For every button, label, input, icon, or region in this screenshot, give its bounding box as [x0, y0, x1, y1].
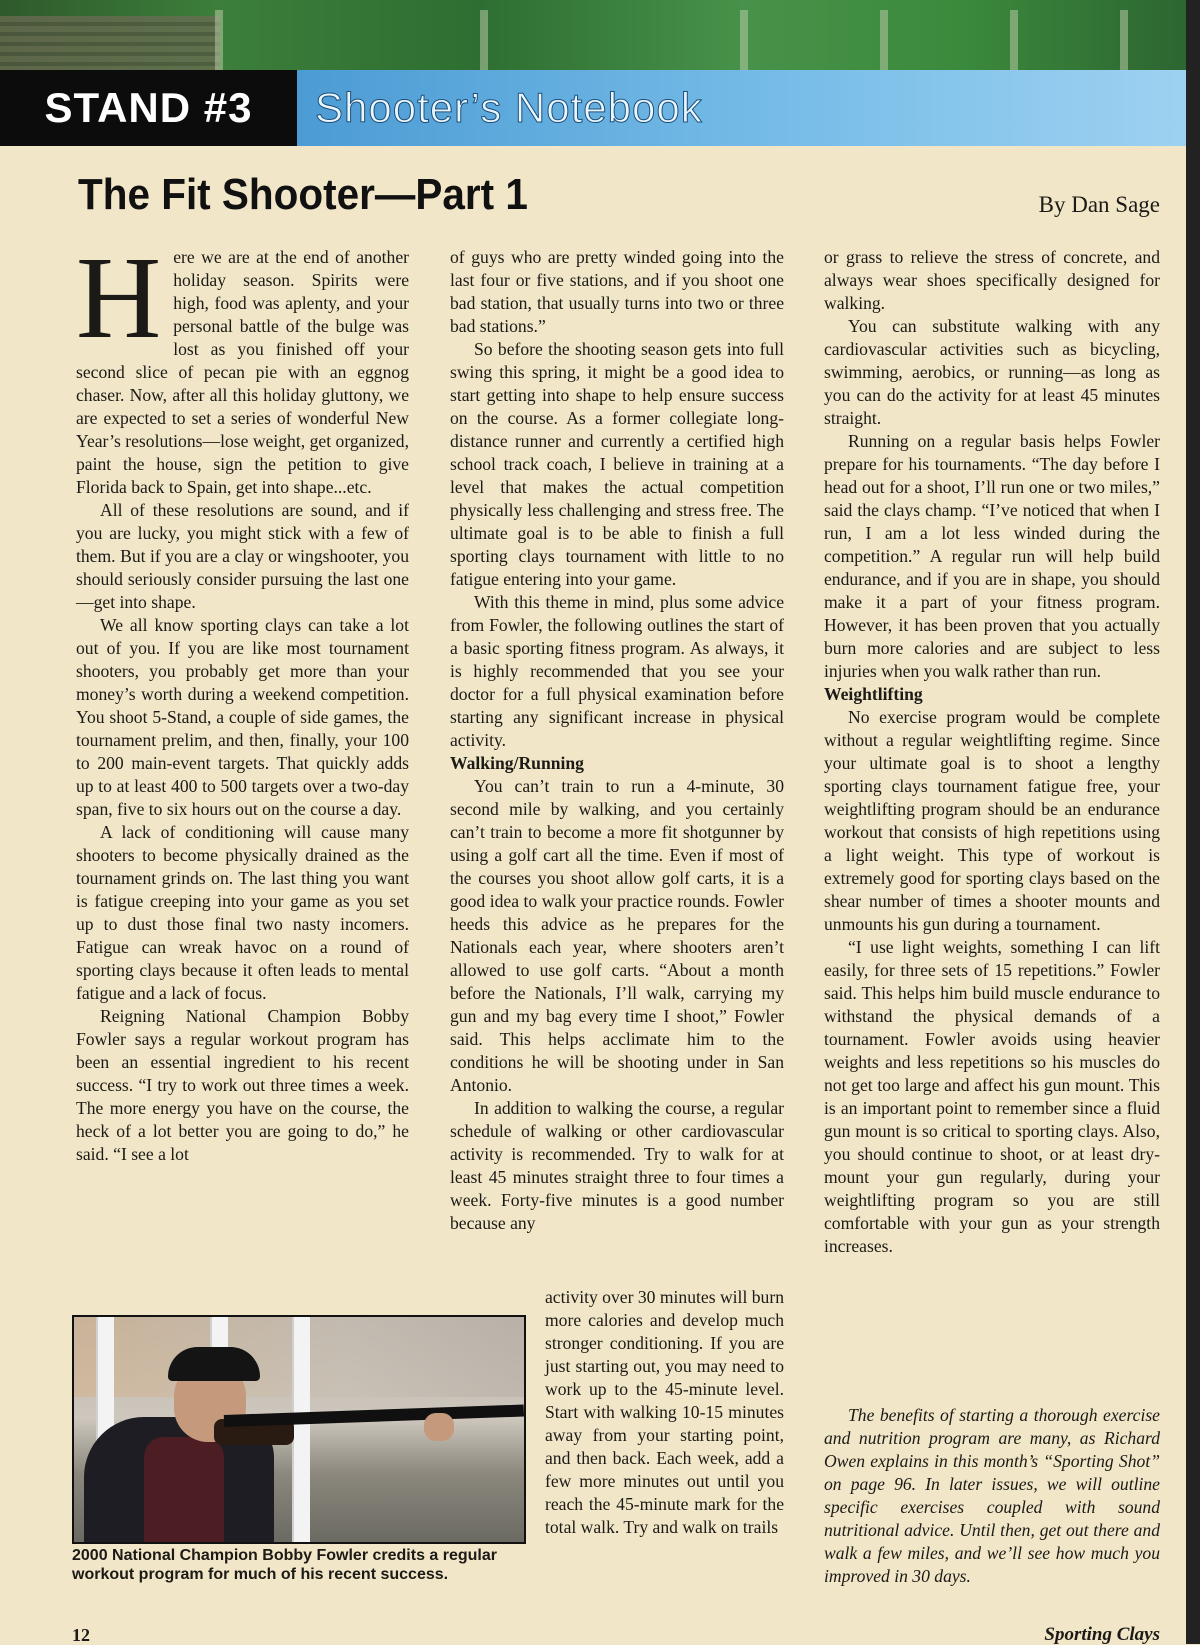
paragraph: of guys who are pretty winded going into the last four or five stations, and if you shoot one bad station, that usually turns into two or three bad stations.”	[450, 247, 784, 336]
page-number: 12	[72, 1625, 90, 1645]
paragraph: No exercise program would be complete without a regular weightlifting regime. Since your ultimate goal is to shoot a lengthy sporting clays tournament fatigue free, your weightlifting program should be an endurance workout that consists of high repetitions using a light weight. This type of workout is extremely good for sporting clays based on the shear number of times a shooter mounts and unmounts his gun during a tournament.	[824, 707, 1160, 934]
paragraph: We all know sporting clays can take a lot out of you. If you are like most tournament shooters, you probably get more than your money’s worth during a weekend competition. You shoot 5-Stand, a couple of side games, the tournament prelim, and then, finally, your 100 to 200 main-event targets. That quickly adds up to at least 400 to 500 targets over a two-day span, five to six hours out on the course a day.	[76, 615, 409, 819]
shooter-photo	[72, 1315, 526, 1544]
section-heading-walking: Walking/Running	[450, 753, 584, 773]
paragraph: A lack of conditioning will cause many shooters to become physically drained as the tournament grinds on. The last thing you want is fatigue creeping into your game as you set up to dust those final two nasty incomers. Fatigue can wreak havoc on a round of sporting clays because it often leads to mental fatigue and a lack of focus.	[76, 822, 409, 1003]
paragraph: Running on a regular basis helps Fowler prepare for his tournaments. “The day before I head out for a shoot, I’ll run one or two miles,” said the clays champ. “I’ve noticed that when I run, I am a lot less winded during the competition.” A regular run will help build endurance, and if you are in shape, you should make it a part of your fitness program. However, it has been proven that you actually burn more calories and are subject to less injuries when you walk rather than run.	[824, 431, 1160, 681]
paragraph: You can substitute walking with any cardiovascular activities such as bicycling, swimming, aerobics, or running—as long as you can do the activity for at least 45 minutes straight.	[824, 316, 1160, 428]
article-column-2-continued: activity over 30 minutes will burn more calories and develop much stronger conditioning. If you are just starting out, you may need to work up to the 45-minute level. Start with walking 10-15 minutes away from your starting point, and then back. Each week, add a few more minutes out until you reach the 45-minute mark for the total walk. Try and walk on trails	[545, 1287, 784, 1537]
byline: By Dan Sage	[1038, 192, 1160, 217]
paragraph: or grass to relieve the stress of concrete, and always wear shoes specifically designed for walking.	[824, 247, 1160, 313]
section-label: STAND #3	[0, 70, 297, 146]
magazine-name: Sporting Clays	[1044, 1624, 1160, 1645]
paragraph: “I use light weights, something I can lift easily, for three sets of 15 repetitions.” Fowler said. This helps him build muscle endurance to withstand the physical demands of a tournament. Fowler avoids using heavier weights and less repetitions so his muscles do not get too large and affect his gun mount. This is an important point to remember since a fluid gun mount is so critical to sporting clays. Also, you should continue to shoot, or at least dry-mount your gun regularly, during your weightlifting program so you are still comfortable with your gun as your strength increases.	[824, 937, 1160, 1256]
paragraph: Reigning National Champion Bobby Fowler says a regular workout program has been an essential ingredient to his recent success. “I try to work out three times a week. The more energy you have on the course, the heck of a lot better you are going to do,” he said. “I see a lot	[76, 1006, 409, 1164]
article-column-3	[824, 246, 1160, 1258]
page-edge	[1186, 0, 1200, 1644]
section-title-box	[297, 70, 1200, 146]
article-column-2	[450, 246, 784, 1235]
paragraph: Here we are at the end of another holiday season. Spirits were high, food was aplenty, and your personal battle of the bulge was lost as you finished off your second slice of pecan pie with an eggnog chaser. Now, after all this holiday gluttony, we are expected to set a series of wonderful New Year’s resolutions—lose weight, get organized, paint the house, sign the petition to give Florida back to Spain, get into shape...etc.	[76, 232, 409, 497]
paragraph: With this theme in mind, plus some advice from Fowler, the following outlines the start of a basic sporting fitness program. As always, it is highly recommended that you see your doctor for a full physical examination before starting any significant increase in physical activity.	[450, 592, 784, 750]
article-title: The Fit Shooter—Part 1	[78, 170, 528, 219]
article-column-1	[76, 232, 409, 1166]
section-title: Shooter’s Notebook	[315, 84, 703, 131]
closing-note	[824, 1404, 1160, 1588]
header-banner-photo	[0, 0, 1200, 70]
paragraph: You can’t train to run a 4-minute, 30 second mile by walking, and you certainly can’t train to become a more fit shotgunner by using a golf cart all the time. Even if most of the courses you shoot allow golf carts, it is a good idea to walk your practice rounds. Fowler heeds this advice as he prepares for the Nationals each year, where shooters aren’t allowed to use golf carts. “About a month before the Nationals, I’ll walk, carrying my gun and my bag every time I shoot,” Fowler said. This helps acclimate him to the conditions he will be shooting under in San Antonio.	[450, 776, 784, 1095]
photo-caption: 2000 National Champion Bobby Fowler credits a regular workout program for much of his recent success.	[72, 1547, 497, 1583]
section-banner	[0, 70, 1200, 146]
section-heading-weightlifting: Weightlifting	[824, 684, 923, 704]
paragraph: So before the shooting season gets into full swing this spring, it might be a good idea to start getting into shape to help ensure success on the course. As a former collegiate long-distance runner and currently a certified high school track coach, I believe in training at a level that makes the actual competition physically less challenging and stress free. The ultimate goal is to be able to finish a full sporting clays tournament with little to no fatigue entering into your game.	[450, 339, 784, 589]
paragraph: All of these resolutions are sound, and if you are lucky, you might stick with a few of them. But if you are a clay or wingshooter, you should seriously consider pursuing the last one—get into shape.	[76, 500, 409, 612]
drop-cap: H	[76, 232, 162, 363]
closing-note-text: The benefits of starting a thorough exercise and nutrition program are many, as Richard Owen explains in this month’s “Sporting Shot” on page 96. In later issues, we will outline specific exercises coupled with sound nutritional advice. Until then, get out there and walk a few miles, and we’ll see how much you improved in 30 days.	[824, 1405, 1160, 1586]
paragraph: In addition to walking the course, a regular schedule of walking or other cardiovascular activity is recommended. Try to walk for at least 45 minutes straight three to four times a week. Forty-five minutes is a good number because any	[450, 1098, 784, 1233]
